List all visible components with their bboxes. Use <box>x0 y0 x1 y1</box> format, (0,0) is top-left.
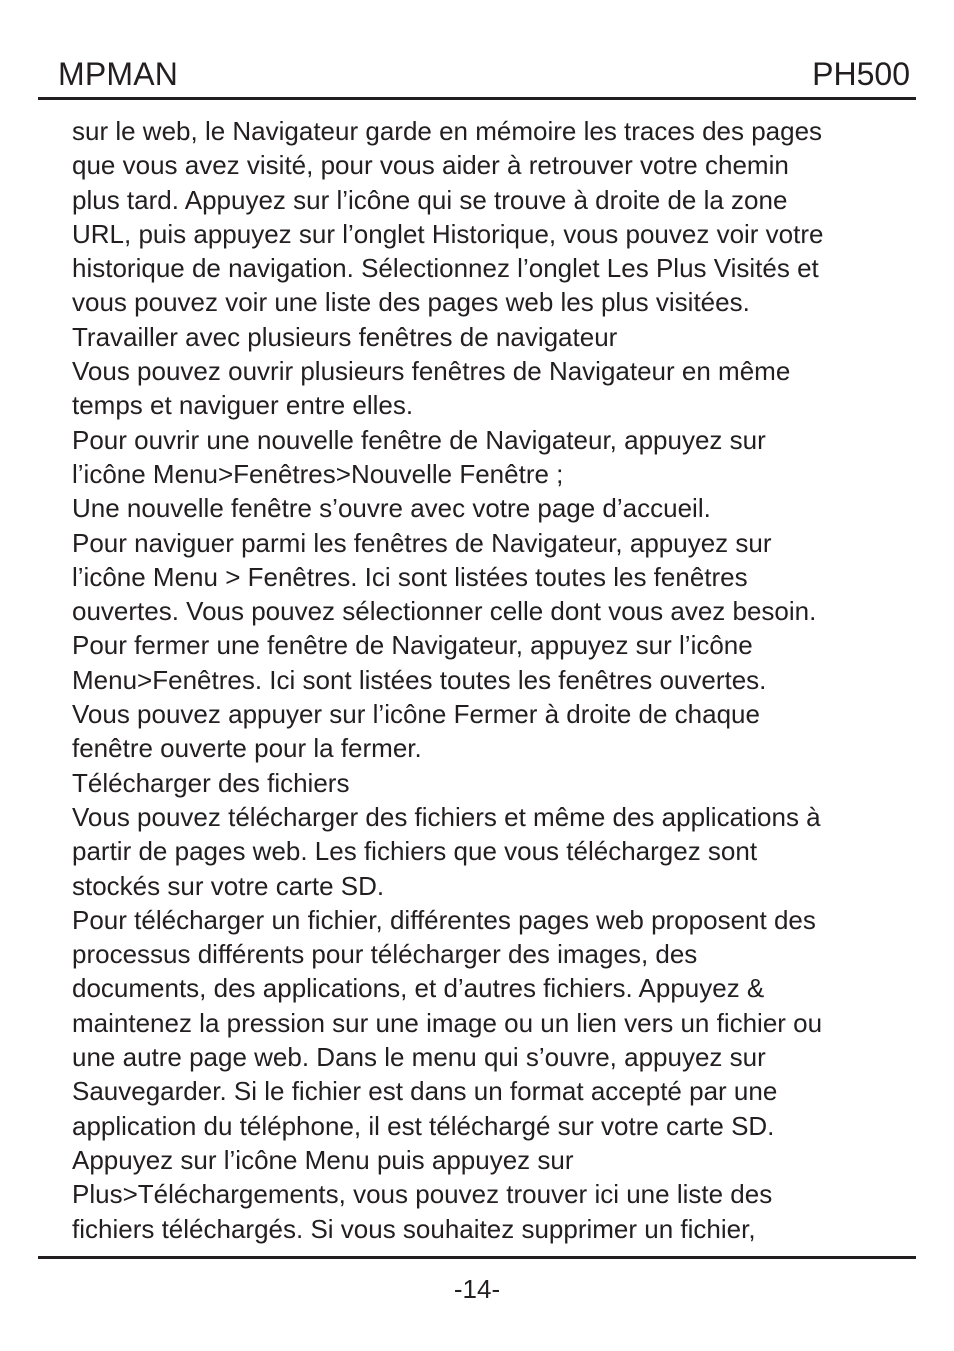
text-line: documents, des applications, et d’autres fichiers. Appuyez & <box>72 973 765 1004</box>
text-line: maintenez la pression sur une image ou un lien vers un fichier ou <box>72 1007 823 1038</box>
text-line: Vous pouvez ouvrir plusieurs fenêtres de Navigateur en même <box>72 356 791 387</box>
text-line: l’icône Menu>Fenêtres>Nouvelle Fenêtre ; <box>72 458 564 489</box>
text-line: Plus>Téléchargements, vous pouvez trouver ici une liste des <box>72 1179 773 1210</box>
text-line: Sauvegarder. Si le fichier est dans un format accepté par une <box>72 1076 778 1107</box>
header-divider <box>38 97 916 100</box>
text-line: partir de pages web. Les fichiers que vous téléchargez sont <box>72 836 758 867</box>
section-heading: Travailler avec plusieurs fenêtres de navigateur <box>72 321 618 352</box>
text-line: fichiers téléchargés. Si vous souhaitez supprimer un fichier, <box>72 1213 756 1244</box>
body-text <box>72 114 884 1246</box>
text-line: historique de navigation. Sélectionnez l’onglet Les Plus Visités et <box>72 253 819 284</box>
text-line: Une nouvelle fenêtre s’ouvre avec votre page d’accueil. <box>72 493 711 524</box>
text-line: Appuyez sur l’icône Menu puis appuyez sur <box>72 1144 574 1175</box>
text-line: Pour télécharger un fichier, différentes pages web proposent des <box>72 904 816 935</box>
text-line: vous pouvez voir une liste des pages web les plus visitées. <box>72 287 750 318</box>
text-line: Pour ouvrir une nouvelle fenêtre de Navigateur, appuyez sur <box>72 424 766 455</box>
text-line: fenêtre ouverte pour la fermer. <box>72 733 422 764</box>
text-line: Vous pouvez appuyer sur l’icône Fermer à droite de chaque <box>72 699 760 730</box>
text-line: plus tard. Appuyez sur l’icône qui se trouve à droite de la zone <box>72 184 788 215</box>
model-name: PH500 <box>812 56 910 92</box>
text-line: Vous pouvez télécharger des fichiers et même des applications à <box>72 801 821 832</box>
text-line: Menu>Fenêtres. Ici sont listées toutes les fenêtres ouvertes. <box>72 664 767 695</box>
text-line: stockés sur votre carte SD. <box>72 870 385 901</box>
text-line: que vous avez visité, pour vous aider à retrouver votre chemin <box>72 150 789 181</box>
text-line: processus différents pour télécharger des images, des <box>72 939 698 970</box>
page-header <box>38 52 916 94</box>
text-line: une autre page web. Dans le menu qui s’ouvre, appuyez sur <box>72 1042 766 1073</box>
text-line: Pour fermer une fenêtre de Navigateur, appuyez sur l’icône <box>72 630 753 661</box>
text-line: ouvertes. Vous pouvez sélectionner celle dont vous avez besoin. <box>72 596 817 627</box>
text-line: l’icône Menu > Fenêtres. Ici sont listées toutes les fenêtres <box>72 561 748 592</box>
text-line: temps et naviguer entre elles. <box>72 390 414 421</box>
brand-name: MPMAN <box>58 56 179 92</box>
section-heading: Télécharger des fichiers <box>72 767 350 798</box>
text-line: URL, puis appuyez sur l’onglet Historique, vous pouvez voir votre <box>72 218 824 249</box>
text-line: sur le web, le Navigateur garde en mémoire les traces des pages <box>72 116 823 146</box>
text-line: Pour naviguer parmi les fenêtres de Navigateur, appuyez sur <box>72 527 772 558</box>
page-number: -14- <box>453 1274 501 1304</box>
footer-divider <box>38 1256 916 1259</box>
text-line: application du téléphone, il est téléchargé sur votre carte SD. <box>72 1110 775 1141</box>
